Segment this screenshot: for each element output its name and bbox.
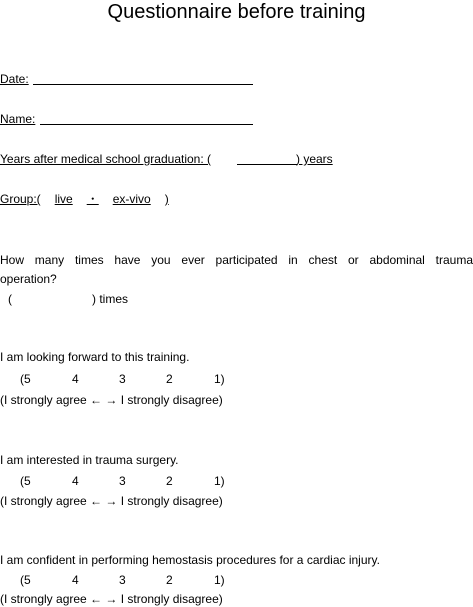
group-field bbox=[0, 192, 169, 207]
scale-2: 2 bbox=[166, 474, 173, 488]
scale-4: 4 bbox=[72, 474, 79, 488]
scale-legend: (I strongly agree ← → I strongly disagree) bbox=[0, 592, 223, 606]
group-option-live: live bbox=[54, 192, 73, 206]
likert-question-1: I am looking forward to this training. bbox=[0, 350, 190, 364]
years-label: Years after medical school graduation: ( bbox=[0, 152, 212, 166]
scale-5: (5 bbox=[20, 372, 31, 386]
scale-4: 4 bbox=[72, 573, 79, 587]
likert-question-2: I am interested in trauma surgery. bbox=[0, 453, 179, 467]
group-option-exvivo: ex-vivo bbox=[112, 192, 151, 206]
likert-question-3: I am confident in performing hemostasis procedures for a cardiac injury. bbox=[0, 553, 380, 567]
scale-legend: (I strongly agree ← → I strongly disagree) bbox=[0, 494, 223, 508]
scale-2: 2 bbox=[166, 372, 173, 386]
scale-2: 2 bbox=[166, 573, 173, 587]
scale-1: 1) bbox=[214, 474, 225, 488]
group-separator: ・ bbox=[86, 192, 99, 206]
times-suffix: ) times bbox=[92, 292, 128, 306]
times-open: ( bbox=[8, 292, 12, 306]
scale-legend: (I strongly agree ← → I strongly disagree) bbox=[0, 393, 223, 407]
name-line bbox=[40, 124, 253, 125]
years-suffix: ) years bbox=[296, 152, 333, 166]
scale-5: (5 bbox=[20, 573, 31, 587]
years-line bbox=[237, 164, 297, 165]
group-close: ) bbox=[164, 192, 169, 206]
question-times-line2: operation? bbox=[0, 272, 57, 286]
date-label: Date: bbox=[0, 72, 29, 86]
scale-1: 1) bbox=[214, 372, 225, 386]
name-label: Name: bbox=[0, 112, 36, 126]
scale-3: 3 bbox=[119, 474, 126, 488]
page-title: Questionnaire before training bbox=[107, 1, 366, 23]
scale-3: 3 bbox=[119, 573, 126, 587]
date-line bbox=[33, 84, 253, 85]
group-label: Group:( bbox=[0, 192, 41, 206]
scale-3: 3 bbox=[119, 372, 126, 386]
question-times-line1: How many times have you ever participated in chest or abdominal trauma bbox=[0, 253, 473, 267]
scale-1: 1) bbox=[214, 573, 225, 587]
scale-5: (5 bbox=[20, 474, 31, 488]
scale-4: 4 bbox=[72, 372, 79, 386]
